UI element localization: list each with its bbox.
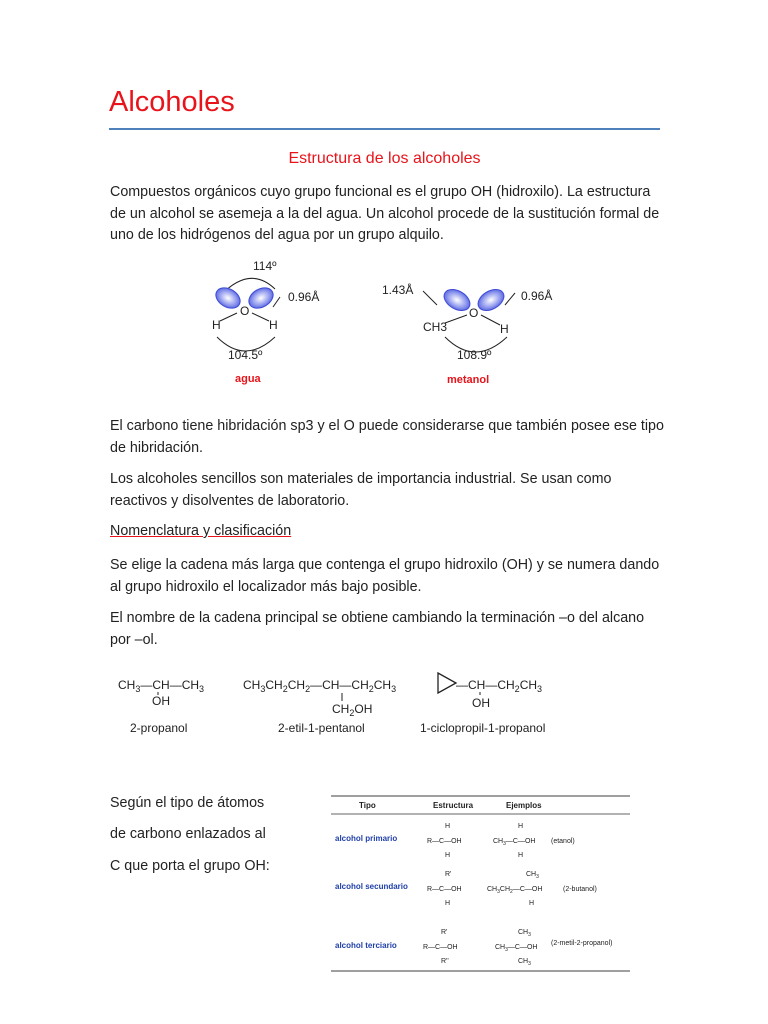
section-subtitle: Estructura de los alcoholes bbox=[288, 150, 481, 167]
water-label: agua bbox=[235, 373, 261, 385]
svg-text:R': R' bbox=[445, 871, 452, 878]
left-bond-pointer bbox=[423, 291, 437, 305]
table-row bbox=[335, 823, 575, 859]
side-text-line: de carbono enlazados al bbox=[110, 826, 266, 842]
svg-text:R—C—OH: R—C—OH bbox=[427, 886, 462, 893]
methanol-oxygen: O bbox=[469, 306, 479, 320]
row-example-name: (etanol) bbox=[551, 838, 575, 845]
water-methanol-figure bbox=[195, 255, 575, 395]
svg-text:CH3: $CH_3$ bbox=[518, 958, 531, 967]
svg-text:—CH—CH2CH3: $—CH—CH_2CH_3$ bbox=[456, 678, 543, 694]
svg-text:CH3—C—OH: $CH_3—C—OH$ bbox=[495, 944, 538, 953]
water-oxygen: O bbox=[240, 304, 250, 318]
methanol-hydrogen: H bbox=[500, 322, 509, 336]
svg-text:R': R' bbox=[441, 929, 448, 936]
row-type: alcohol secundario bbox=[335, 882, 408, 891]
structure-2-propanol bbox=[118, 678, 204, 735]
water-angle-bottom: 104.5º bbox=[228, 348, 263, 362]
paragraph-intro: Compuestos orgánicos cuyo grupo funcional es el grupo OH (hidroxilo). La estructura de un alcohol se asemeja a la del agua. Un alcohol procede de la sustitución formal de uno de los hidrógenos del agua por un grupo alquilo. bbox=[110, 184, 660, 243]
row-example-name: (2-metil-2-propanol) bbox=[551, 940, 613, 947]
table-header: Estructura bbox=[433, 801, 474, 810]
row-type: alcohol primario bbox=[335, 834, 398, 843]
water-hydrogen-right: H bbox=[269, 318, 278, 332]
side-text-line: C que porta el grupo OH: bbox=[110, 858, 270, 874]
structure-2-etil-1-pentanol bbox=[243, 678, 396, 735]
svg-text:H: H bbox=[529, 900, 535, 907]
angle-top-label: 114º bbox=[253, 259, 277, 273]
svg-text:OH: OH bbox=[472, 696, 490, 710]
svg-text:CH3CH2CH2—CH—CH2CH3: $CH_3CH_2CH_2—CH—CH_2CH_3$ bbox=[243, 678, 397, 694]
svg-text:H: H bbox=[445, 823, 451, 830]
side-text-line: Según el tipo de átomos bbox=[110, 795, 265, 811]
water-bond-length: 0.96Å bbox=[288, 290, 320, 304]
svg-text:CH3CH2—C—OH: $CH_3CH_2—C—OH$ bbox=[487, 886, 543, 895]
example-name: 1-ciclopropil-1-propanol bbox=[420, 721, 546, 735]
methanol-bond-length-right: 0.96Å bbox=[521, 289, 553, 303]
methanol-molecule bbox=[382, 282, 552, 386]
water-molecule bbox=[212, 259, 319, 385]
table-header: Tipo bbox=[359, 801, 376, 810]
naming-examples-figure bbox=[110, 665, 550, 740]
water-hydrogen-left: H bbox=[212, 318, 221, 332]
page-title: Alcoholes bbox=[109, 86, 235, 118]
paragraph-hybridization: El carbono tiene hibridación sp3 y el O puede considerarse que también posee ese tipo de hibridación. bbox=[110, 418, 664, 456]
svg-text:H: H bbox=[445, 852, 451, 859]
paragraph-numbering: Se elige la cadena más larga que contenga el grupo hidroxilo (OH) y se numera dando al grupo hidroxilo el localizador más bajo posible. bbox=[110, 557, 660, 595]
bond-oh-right bbox=[252, 313, 269, 321]
bond-o-ch3 bbox=[445, 315, 467, 323]
orbital-lobe-right bbox=[474, 285, 507, 315]
title-divider bbox=[109, 128, 660, 130]
svg-text:CH2OH: $CH_2OH$ bbox=[332, 702, 373, 718]
row-example-name: (2-butanol) bbox=[563, 886, 597, 893]
paragraph-industrial: Los alcoholes sencillos son materiales de importancia industrial. Se usan como reactivos y disolventes de laboratorio. bbox=[110, 471, 612, 509]
example-name: 2-propanol bbox=[130, 721, 188, 735]
methanol-angle-bottom: 108.9º bbox=[457, 348, 492, 362]
row-type: alcohol terciario bbox=[335, 941, 397, 950]
svg-text:CH3: $CH_3$ bbox=[518, 929, 531, 938]
classification-table bbox=[331, 795, 631, 975]
svg-text:OH: OH bbox=[152, 694, 170, 708]
svg-text:CH3—C—OH: $CH_3—C—OH$ bbox=[493, 838, 536, 847]
nomenclature-heading: Nomenclatura y clasificación bbox=[110, 523, 292, 539]
svg-text:H: H bbox=[445, 900, 451, 907]
example-name: 2-etil-1-pentanol bbox=[278, 721, 365, 735]
svg-text:R'': R'' bbox=[441, 958, 449, 965]
methanol-label: metanol bbox=[447, 374, 490, 386]
table-row bbox=[335, 929, 612, 967]
svg-text:R—C—OH: R—C—OH bbox=[427, 838, 462, 845]
paragraph-ending: El nombre de la cadena principal se obtiene cambiando la terminación –o del alcano por –ol. bbox=[110, 610, 645, 648]
bond-oh bbox=[481, 315, 500, 325]
orbital-lobe-right bbox=[245, 284, 277, 313]
table-header: Ejemplos bbox=[506, 801, 542, 810]
svg-text:H: H bbox=[518, 823, 524, 830]
bond-oh-left bbox=[220, 313, 237, 321]
svg-text:CH3—CH—CH3: $CH_3—CH—CH_3$ bbox=[118, 678, 205, 694]
svg-text:CH3: $CH_3$ bbox=[526, 871, 539, 880]
structure-1-ciclopropil-1-propanol bbox=[420, 673, 545, 735]
methanol-ch3: CH3 bbox=[423, 320, 448, 334]
right-bond-pointer bbox=[505, 293, 515, 305]
table-row bbox=[335, 871, 597, 907]
methanol-bond-length-left: 1.43Å bbox=[382, 283, 414, 297]
svg-text:H: H bbox=[518, 852, 524, 859]
svg-text:R—C—OH: R—C—OH bbox=[423, 944, 458, 951]
bond-length-pointer bbox=[273, 297, 280, 307]
